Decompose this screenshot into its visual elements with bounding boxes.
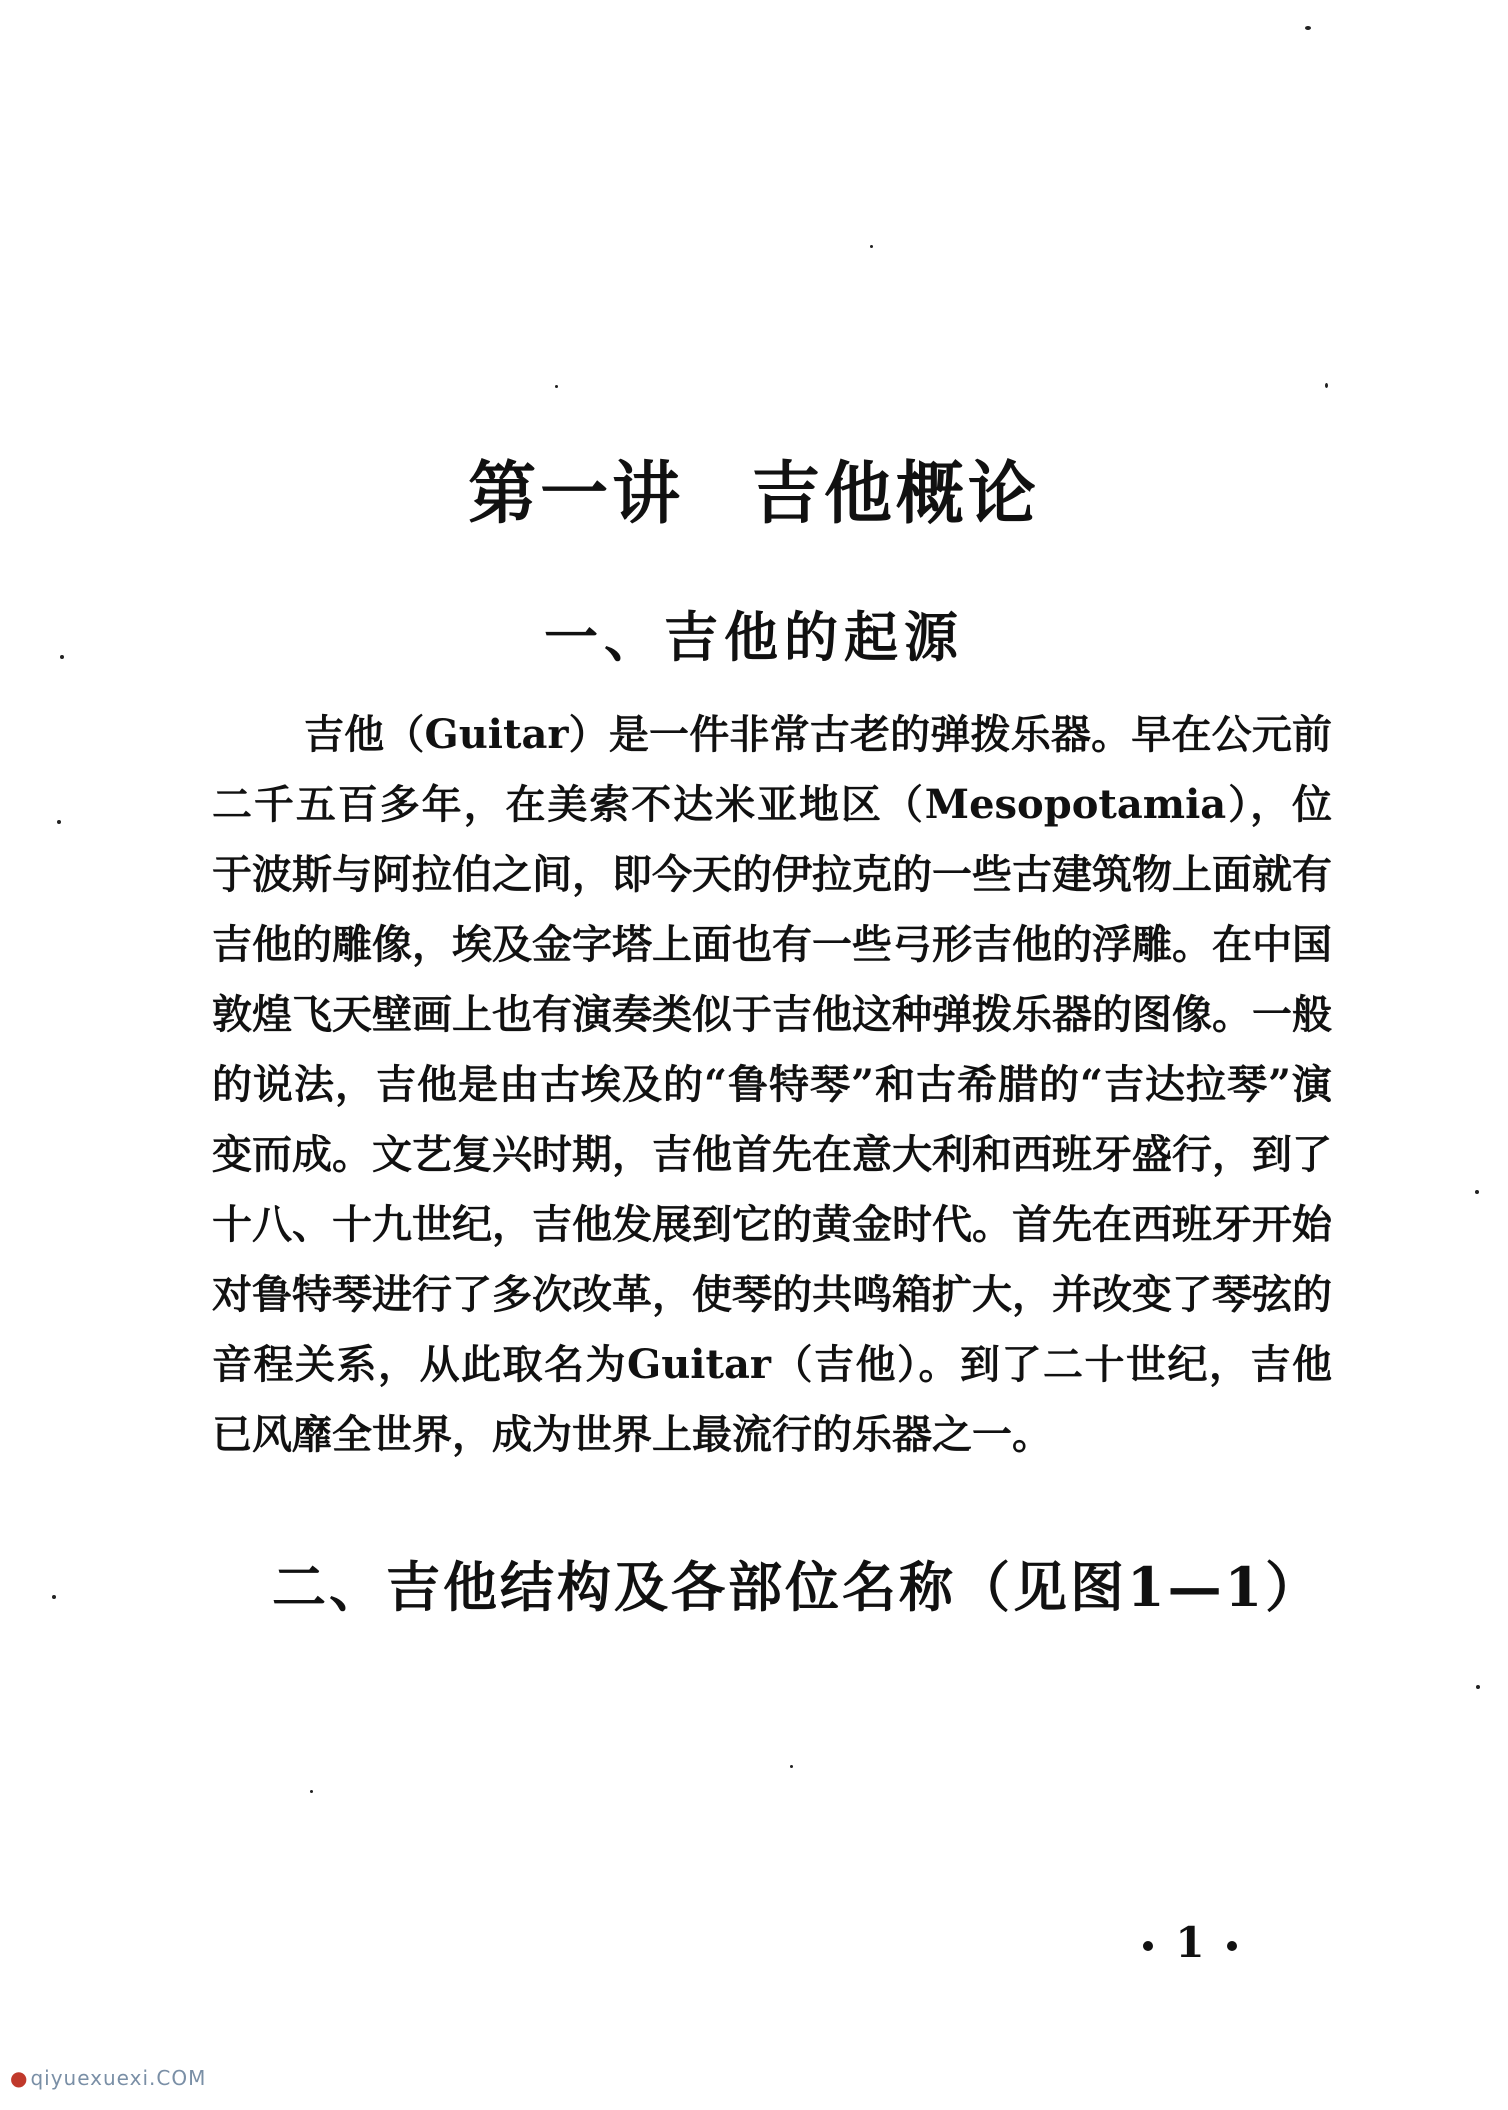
dot-left-icon bbox=[1143, 1941, 1153, 1951]
chapter-title: 第一讲 吉他概论 bbox=[468, 454, 1040, 534]
section-title-origin: 一、吉他的起源 bbox=[544, 605, 964, 669]
page-number-value: 1 bbox=[1175, 1918, 1205, 1967]
section-title-structure: 二、吉他结构及各部位名称（见图1—1） bbox=[272, 1555, 1323, 1619]
watermark-text: qiyuexuexi.COM bbox=[30, 2066, 207, 2090]
scan-speck bbox=[1305, 26, 1311, 30]
scan-speck bbox=[57, 820, 61, 824]
watermark-logo-icon: ● bbox=[10, 2066, 29, 2090]
scan-speck bbox=[1476, 1685, 1480, 1689]
scan-speck bbox=[1475, 1190, 1479, 1194]
page-number bbox=[1110, 1918, 1270, 1967]
scan-speck bbox=[60, 655, 64, 659]
site-watermark bbox=[10, 2066, 206, 2090]
scan-speck bbox=[1325, 383, 1328, 388]
dot-right-icon bbox=[1227, 1941, 1237, 1951]
scan-speck bbox=[310, 1790, 313, 1793]
scan-speck bbox=[790, 1765, 793, 1768]
scan-speck bbox=[555, 385, 558, 388]
scan-speck bbox=[52, 1595, 56, 1599]
origin-paragraph: 吉他（Guitar）是一件非常古老的弹拨乐器。早在公元前二千五百多年，在美索不达米亚地区（Mesopotamia），位于波斯与阿拉伯之间，即今天的伊拉克的一些古建筑物上面就有吉他的雕像，埃及金字塔上面也有一些弓形吉他的浮雕。在中国敦煌飞天壁画上也有演奏类似于吉他这种弹拨乐器的图像。一般的说法，吉他是由古埃及的“鲁特琴”和古希腊的“吉达拉琴”演变而成。文艺复兴时期，吉他首先在意大利和西班牙盛行，到了十八、十九世纪，吉他发展到它的黄金时代。首先在西班牙开始对鲁特琴进行了多次改革，使琴的共鸣箱扩大，并改变了琴弦的音程关系，从此取名为Guitar（吉他）。到了二十世纪，吉他已风靡全世界，成为世界上最流行的乐器之一。 bbox=[212, 711, 1332, 1458]
scan-speck bbox=[870, 245, 873, 248]
